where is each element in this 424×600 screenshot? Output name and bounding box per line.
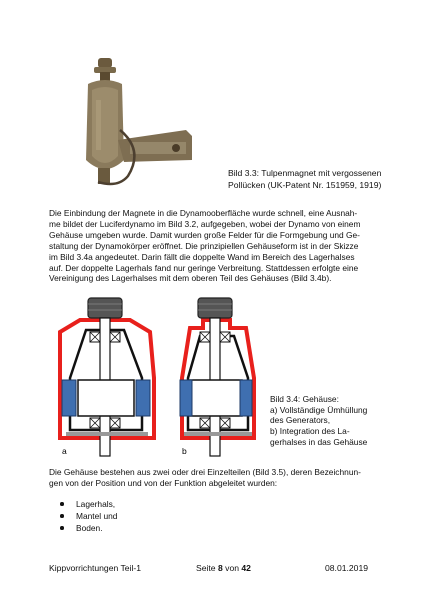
caption-line: Pollücken (UK-Patent Nr. 151959, 1919) — [228, 179, 382, 190]
text-line: Gehäuse umgeben wurde. Damit wurden große Felder für die Formgebung und Ge- — [49, 229, 360, 240]
text-line: im Bild 3.4a angedeutet. Darin fällt die doppelte Wand im Bereich des Lagerhalses — [49, 251, 355, 262]
housing-diagram — [40, 292, 270, 458]
tulip-magnet-photo — [58, 50, 208, 200]
housing-sketch-b — [180, 298, 254, 456]
text-line: Die Einbindung der Magnete in die Dynamooberfläche wurde schnell, eine Ausnah- — [49, 208, 358, 218]
sketch-label-a: a — [62, 446, 67, 456]
figure-caption-1 — [228, 168, 381, 191]
caption-line: Bild 3.3: Tulpenmagnet mit vergossenen — [228, 168, 382, 178]
text-line: me bildet der Luciferdynamo im Bild 3.2, aufgegeben, wobei der Dynamo von einem — [49, 218, 361, 229]
text-line: Vereinigung des Lagerhalses mit dem oberen Teil des Gehäuses (Bild 3.4b). — [49, 273, 332, 284]
text-line: Die Gehäuse bestehen aus zwei oder drei Einzelteilen (Bild 3.5), deren Bezeichnun- — [49, 467, 361, 477]
caption-line: gerhalses in das Gehäuse — [270, 436, 368, 447]
caption-line: des Generators, — [270, 415, 331, 426]
footer-page-number — [196, 563, 251, 573]
page-separator: von — [225, 563, 240, 573]
sketch-label-b: b — [182, 446, 187, 456]
list-item: Lagerhals, — [60, 498, 117, 510]
caption-line: a) Vollständige Ümhüllung — [270, 404, 368, 415]
page-prefix: Seite — [196, 563, 216, 573]
footer-date: 08.01.2019 — [325, 563, 369, 573]
figure-caption-2 — [270, 394, 367, 448]
paragraph-2 — [49, 467, 379, 489]
list-item: Mantel und — [60, 510, 117, 522]
text-line: auf. Der doppelte Lagerhals fand nur geringe Verbreitung. Stattdessen erfolgte eine — [49, 262, 359, 273]
footer-title: Kippvorrichtungen Teil-1 — [49, 563, 142, 573]
caption-line: Bild 3.4: Gehäuse: — [270, 394, 339, 404]
text-line: staltung der Dynamokörper eröffnet. Die prinzipiellen Gehäuseform ist in der Skizze — [49, 240, 359, 251]
page-total: 42 — [241, 563, 251, 573]
page-number: 8 — [217, 563, 223, 573]
housing-sketch-a — [60, 298, 154, 456]
paragraph-1 — [49, 208, 379, 284]
bullet-list — [60, 498, 117, 535]
caption-line: b) Integration des La- — [270, 426, 350, 437]
text-line: gen von der Position und von der Funktion abgeleitet wurden: — [49, 477, 278, 488]
list-item: Boden. — [60, 522, 117, 534]
